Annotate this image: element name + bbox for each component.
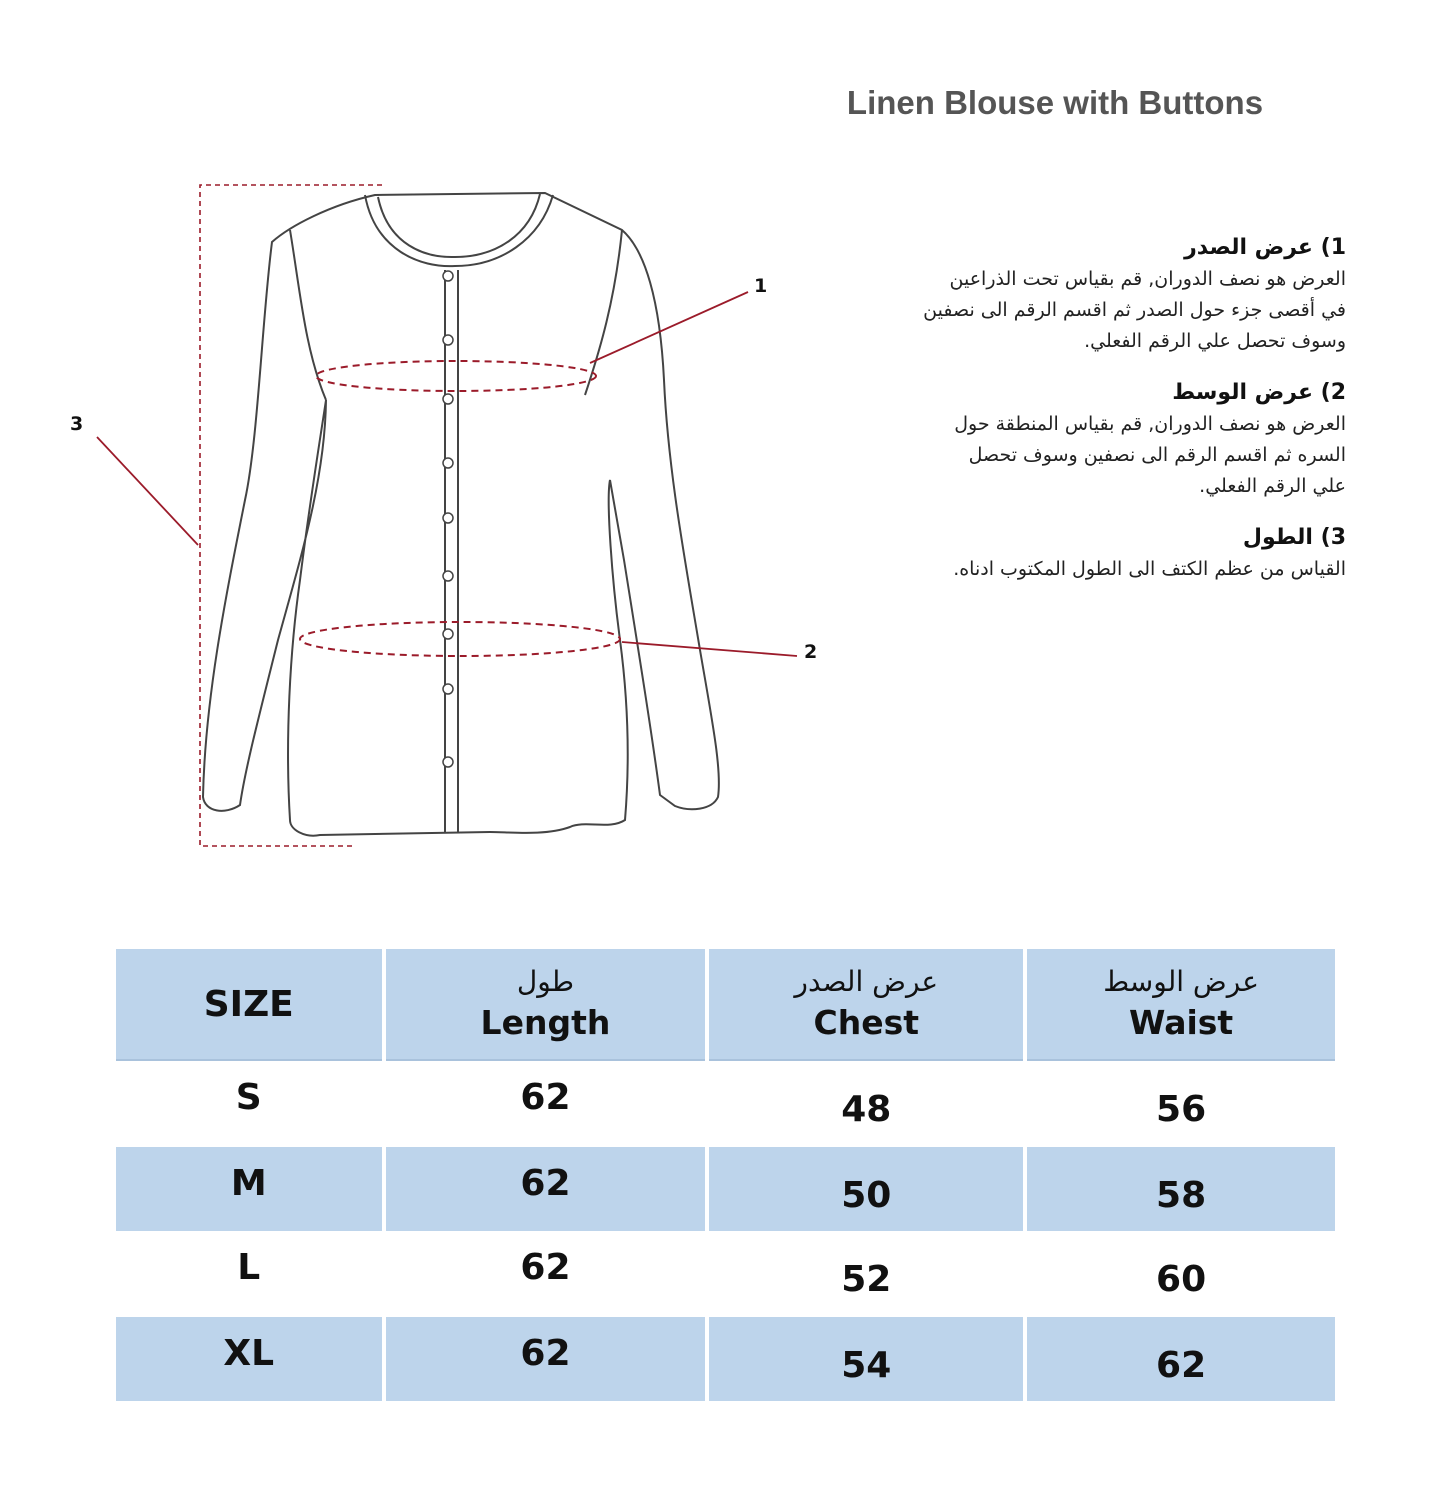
note-length xyxy=(860,522,1346,585)
note-line: علي الرقم الفعلي. xyxy=(1199,475,1346,497)
note-heading: 1) عرض الصدر xyxy=(1184,235,1346,260)
waist-measure-line xyxy=(300,622,620,656)
header-size xyxy=(116,949,382,1061)
header-waist xyxy=(1027,949,1335,1061)
note-heading: 2) عرض الوسط xyxy=(1172,380,1346,405)
header-size-label: SIZE xyxy=(203,983,294,1025)
cell-chest: 54 xyxy=(709,1315,1023,1401)
marker-1: 1 xyxy=(754,275,768,297)
header-length xyxy=(386,949,706,1061)
button-dot xyxy=(443,629,453,639)
cell-waist: 62 xyxy=(1027,1315,1335,1401)
note-waist xyxy=(860,377,1346,502)
button-dot xyxy=(443,394,453,404)
cell-waist: 58 xyxy=(1027,1145,1335,1231)
cell-chest: 48 xyxy=(841,1088,892,1130)
cell-size: M xyxy=(116,1145,382,1231)
cell-length: 62 xyxy=(386,1145,706,1231)
size-table xyxy=(112,949,1339,1401)
header-length-ar: طول xyxy=(516,965,574,998)
cell-chest: 50 xyxy=(709,1145,1023,1231)
note-line: في أقصى جزء حول الصدر ثم اقسم الرقم الى نصفين xyxy=(923,299,1346,321)
cell-size: L xyxy=(237,1246,261,1288)
measurement-notes xyxy=(860,232,1346,605)
page-title: Linen Blouse with Buttons xyxy=(846,84,1264,121)
button-dot xyxy=(443,684,453,694)
table-row xyxy=(116,1231,1335,1315)
button-dot xyxy=(443,458,453,468)
marker-3: 3 xyxy=(70,413,84,435)
header-chest-ar: عرض الصدر xyxy=(794,965,939,998)
note-line: العرض هو نصف الدوران, قم بقياس المنطقة حول xyxy=(954,413,1346,435)
note-line: وسوف تحصل علي الرقم الفعلي. xyxy=(1084,330,1346,352)
table-row xyxy=(116,1061,1335,1145)
chest-pointer xyxy=(590,292,748,363)
header-chest xyxy=(709,949,1023,1061)
cell-length: 62 xyxy=(520,1076,571,1118)
note-line: السره ثم اقسم الرقم الى نصفين وسوف تحصل xyxy=(968,444,1346,466)
length-measure-box xyxy=(200,185,382,846)
cell-waist: 60 xyxy=(1156,1258,1207,1300)
header-length-en: Length xyxy=(480,1003,611,1042)
marker-2: 2 xyxy=(804,641,818,663)
button-dot xyxy=(443,335,453,345)
cell-size: XL xyxy=(116,1315,382,1401)
size-table-header xyxy=(116,949,1335,1061)
note-line: القياس من عظم الكتف الى الطول المكتوب ادناه. xyxy=(953,558,1346,580)
length-pointer xyxy=(97,437,198,545)
cell-chest: 52 xyxy=(841,1258,892,1300)
header-waist-en: Waist xyxy=(1128,1003,1234,1042)
header-waist-ar: عرض الوسط xyxy=(1103,965,1259,998)
cell-size: S xyxy=(235,1076,262,1118)
button-dot xyxy=(443,271,453,281)
table-row xyxy=(116,1145,1335,1231)
table-row xyxy=(116,1315,1335,1401)
cell-length: 62 xyxy=(520,1246,571,1288)
cell-waist: 56 xyxy=(1156,1088,1207,1130)
blouse-diagram xyxy=(0,0,860,900)
chest-measure-line xyxy=(316,361,596,391)
blouse-outline xyxy=(203,193,719,836)
button-dot xyxy=(443,571,453,581)
header-chest-en: Chest xyxy=(813,1003,920,1042)
cell-length: 62 xyxy=(386,1315,706,1401)
button-dot xyxy=(443,513,453,523)
note-heading: 3) الطول xyxy=(1242,525,1346,550)
waist-pointer xyxy=(622,642,797,656)
button-dot xyxy=(443,757,453,767)
note-chest xyxy=(860,232,1346,357)
note-line: العرض هو نصف الدوران, قم بقياس تحت الذراعين xyxy=(949,268,1346,290)
